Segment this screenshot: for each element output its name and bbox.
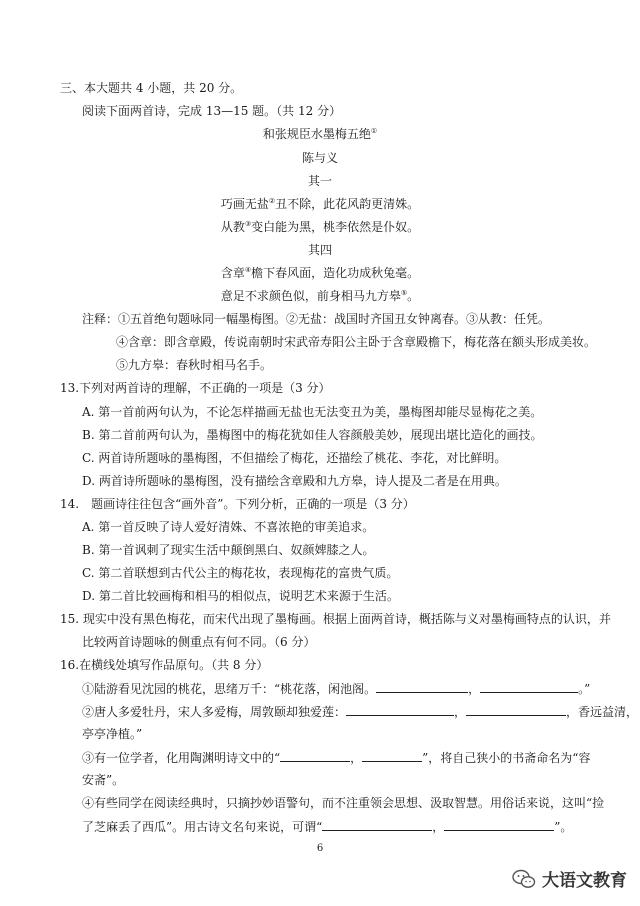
q16-item2: ②唐人多爱牡丹，宋人多爱梅，周敦颐却独爱莲： ， ，香远益清，: [82, 705, 639, 719]
blank-3a[interactable]: [280, 749, 350, 762]
watermark: [512, 866, 627, 891]
q16-item3: ③有一位学者，化用陶渊明诗文中的“ ， ”，将自己狭小的书斋命名为“容: [82, 751, 591, 765]
poem-part1-line1: 巧画无盐②丑不除，此花风韵更清姝。: [220, 197, 420, 211]
poem-part2-label: 其四: [307, 243, 332, 257]
poem-author: 陈与义: [301, 151, 338, 165]
section-heading: 三、本大题共 4 小题，共 20 分。: [60, 81, 243, 95]
poem-part1-line2: 从教③变白能为黑，桃李依然是仆奴。: [220, 220, 420, 234]
notes-line2: ④含章：即含章殿，传说南朝时宋武帝寿阳公主卧于含章殿檐下，梅花落在额头形成美妆。: [116, 335, 597, 349]
q15-line2: 比较两首诗题咏的侧重点有何不同。（6 分）: [82, 635, 316, 649]
q13-option-c: C. 两首诗所题咏的墨梅图，不但描绘了梅花，还描绘了桃花、李花，对比鲜明。: [82, 451, 507, 465]
watermark-text: 大语文教育: [542, 871, 627, 891]
wechat-icon: [512, 869, 536, 889]
q15-line1: 15. 现实中没有黑色梅花，而宋代出现了墨梅画。根据上面两首诗，概括陈与义对墨梅画特点的认识，并: [60, 612, 611, 626]
blank-4a[interactable]: [322, 818, 432, 831]
poem-title: 和张规臣水墨梅五绝①: [262, 127, 378, 141]
blank-2b[interactable]: [466, 703, 566, 716]
reading-instruction: 阅读下面两首诗，完成 13—15 题。（共 12 分）: [82, 104, 342, 118]
poem-part2-line2: 意足不求颜色似，前身相马九方皋⑤。: [220, 289, 420, 303]
q13-option-a: A. 第一首前两句认为，不论怎样描画无盐也无法变丑为美，墨梅图却能尽显梅花之美。: [82, 405, 543, 419]
q16-item3-cont: 安斋”。: [82, 773, 125, 787]
poem-part2-line1: 含章④檐下春风面，造化功成秋兔毫。: [220, 266, 420, 280]
q14-option-c: C. 第二首联想到古代公主的梅花妆，表现梅花的富贵气质。: [82, 566, 399, 580]
blank-3b[interactable]: [362, 749, 422, 762]
q16-item2-cont: 亭亭净植。”: [82, 727, 143, 741]
q14-option-a: A. 第一首反映了诗人爱好清姝、不喜浓艳的审美追求。: [82, 520, 375, 534]
q14-option-b: B. 第一首讽刺了现实生活中颠倒黑白、奴颜婢膝之人。: [82, 543, 375, 557]
q14-stem: 14. 题画诗往往包含“画外音”。下列分析，正确的一项是（3 分）: [60, 497, 415, 511]
q13-stem: 13.下列对两首诗的理解，不正确的一项是（3 分）: [60, 381, 331, 395]
blank-4b[interactable]: [444, 818, 554, 831]
blank-1b[interactable]: [480, 680, 578, 693]
q16-item4: ④有些同学在阅读经典时，只摘抄妙语警句，而不注重领会思想、汲取智慧。用俗话来说，这叫“捡: [82, 796, 605, 810]
q14-option-d: D. 第二首比较画梅和相马的相似点，说明艺术来源于生活。: [82, 589, 399, 603]
page-number: 6: [316, 843, 324, 854]
blank-1a[interactable]: [376, 680, 468, 693]
q13-option-d: D. 两首诗所题咏的墨梅图，没有描绘含章殿和九方皋，诗人提及二者是在用典。: [82, 474, 507, 488]
q13-option-b: B. 第二首前两句认为，墨梅图中的梅花犹如佳人容颜般美妙，展现出堪比造化的画技。: [82, 428, 543, 442]
q16-item4-cont: 了芝麻丢了西瓜”。用古诗文名句来说，可谓“ ， ”。: [82, 820, 573, 834]
blank-2a[interactable]: [346, 703, 454, 716]
q16-stem: 16.在横线处填写作品原句。（共 8 分）: [60, 658, 269, 672]
q16-item1: ①陆游看见沈园的桃花，思绪万千：“桃花落，闲池阁。 ， 。”: [82, 682, 591, 696]
notes-line1: 注释：①五首绝句题咏同一幅墨梅图。②无盐：战国时齐国丑女钟离春。③从教：任凭。: [82, 312, 551, 326]
poem-part1-label: 其一: [307, 174, 332, 188]
notes-line3: ⑤九方皋：春秋时相马名手。: [116, 358, 273, 372]
